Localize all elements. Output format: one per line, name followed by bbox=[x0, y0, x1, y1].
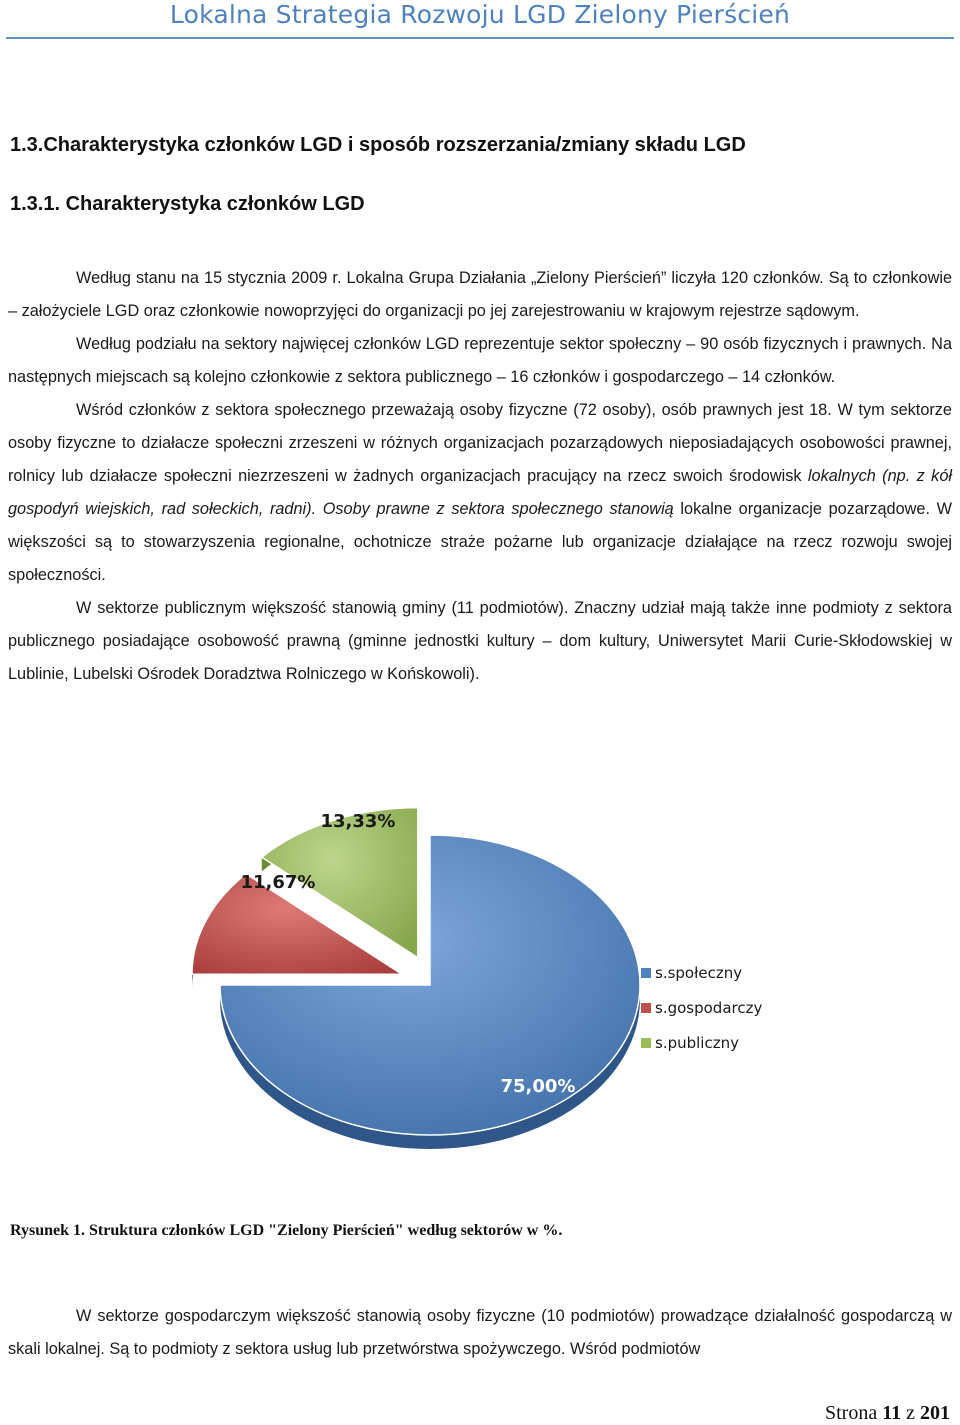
pie-data-label: 11,67% bbox=[240, 872, 316, 893]
paragraph-3 bbox=[8, 394, 952, 592]
legend-label: s.społeczny bbox=[655, 964, 743, 982]
paragraph-3-italic: lokalnych (np. z kół gospodyń wiejskich, rad sołeckich, radni). Osoby prawne z sektora społecznego stanowią bbox=[8, 467, 952, 518]
current-page: 11 bbox=[882, 1402, 902, 1424]
legend-swatch bbox=[641, 1038, 651, 1048]
pie-data-label: 13,33% bbox=[320, 811, 396, 832]
document-title: Lokalna Strategia Rozwoju LGD Zielony Pierścień bbox=[169, 0, 791, 29]
paragraph-3-text-b: lokalne organizacje pozarządowe. W większości są to stowarzyszenia regionalne, ochotnicze straże pożarne lub organizacje działające na rzecz rozwoju swojej społeczności. bbox=[8, 500, 952, 584]
legend-label: s.gospodarczy bbox=[655, 999, 763, 1017]
paragraph-4: W sektorze publicznym większość stanowią gminy (11 podmiotów). Znaczny udział mają także inne podmioty z sektora publicznego posiadające osobowość prawną (gminne jednostki kultury – dom kultury, Uniwersytet Marii Curie-Skłodowskiej w Lublinie, Lubelski Ośrodek Doradztwa Rolniczego w Końskowoli). bbox=[8, 599, 952, 683]
page-number bbox=[825, 1402, 950, 1425]
legend-label: s.publiczny bbox=[655, 1034, 739, 1052]
sector-pie-chart bbox=[0, 790, 960, 1210]
page-prefix: Strona bbox=[824, 1402, 883, 1424]
figure-caption: Rysunek 1. Struktura członków LGD "Zielony Pierścień" według sektorów w %. bbox=[10, 1222, 563, 1239]
body-text-continued bbox=[8, 1300, 952, 1366]
legend-swatch bbox=[641, 1003, 651, 1013]
legend-swatch bbox=[641, 968, 651, 978]
paragraph-2: Według podziału na sektory najwięcej członków LGD reprezentuje sektor społeczny – 90 osób fizycznych i prawnych. Na następnych miejscach są kolejno członkowie z sektora publicznego – 16 członków i gospodarczego – 14 członków. bbox=[8, 335, 952, 386]
section-heading: 1.3.Charakterystyka członków LGD i sposób rozszerzania/zmiany składu LGD bbox=[10, 134, 746, 156]
total-pages: 201 bbox=[920, 1402, 950, 1424]
chart-legend bbox=[641, 964, 762, 1052]
page-separator: z bbox=[901, 1402, 920, 1424]
paragraph-5: W sektorze gospodarczym większość stanowią osoby fizyczne (10 podmiotów) prowadzące działalność gospodarczą w skali lokalnej. Są to podmioty z sektora usług lub przetwórstwa spożywczego. Wśród podmiotów bbox=[8, 1307, 952, 1358]
pie-data-label: 75,00% bbox=[500, 1076, 576, 1097]
page-header bbox=[0, 0, 960, 40]
subsection-heading: 1.3.1. Charakterystyka członków LGD bbox=[10, 193, 365, 215]
body-text bbox=[8, 262, 952, 691]
paragraph-1: Według stanu na 15 stycznia 2009 r. Lokalna Grupa Działania „Zielony Pierścień” liczyła 120 członków. Są to członkowie – założyciele LGD oraz członkowie nowoprzyjęci do organizacji po jej zarejestrowaniu w krajowym rejestrze sądowym. bbox=[8, 269, 952, 320]
paragraph-3-text-a: Wśród członków z sektora społecznego przeważają osoby fizyczne (72 osoby), osób prawnych jest 18. W tym sektorze osoby fizyczne to działacze społeczni zrzeszeni w różnych organizacjach pozarządowych nieposiadających osobowości prawnej, rolnicy lub działacze społeczni niezrzeszeni w żadnych organizacjach pracujący na rzecz swoich środowisk bbox=[8, 401, 952, 485]
header-divider bbox=[6, 37, 954, 39]
